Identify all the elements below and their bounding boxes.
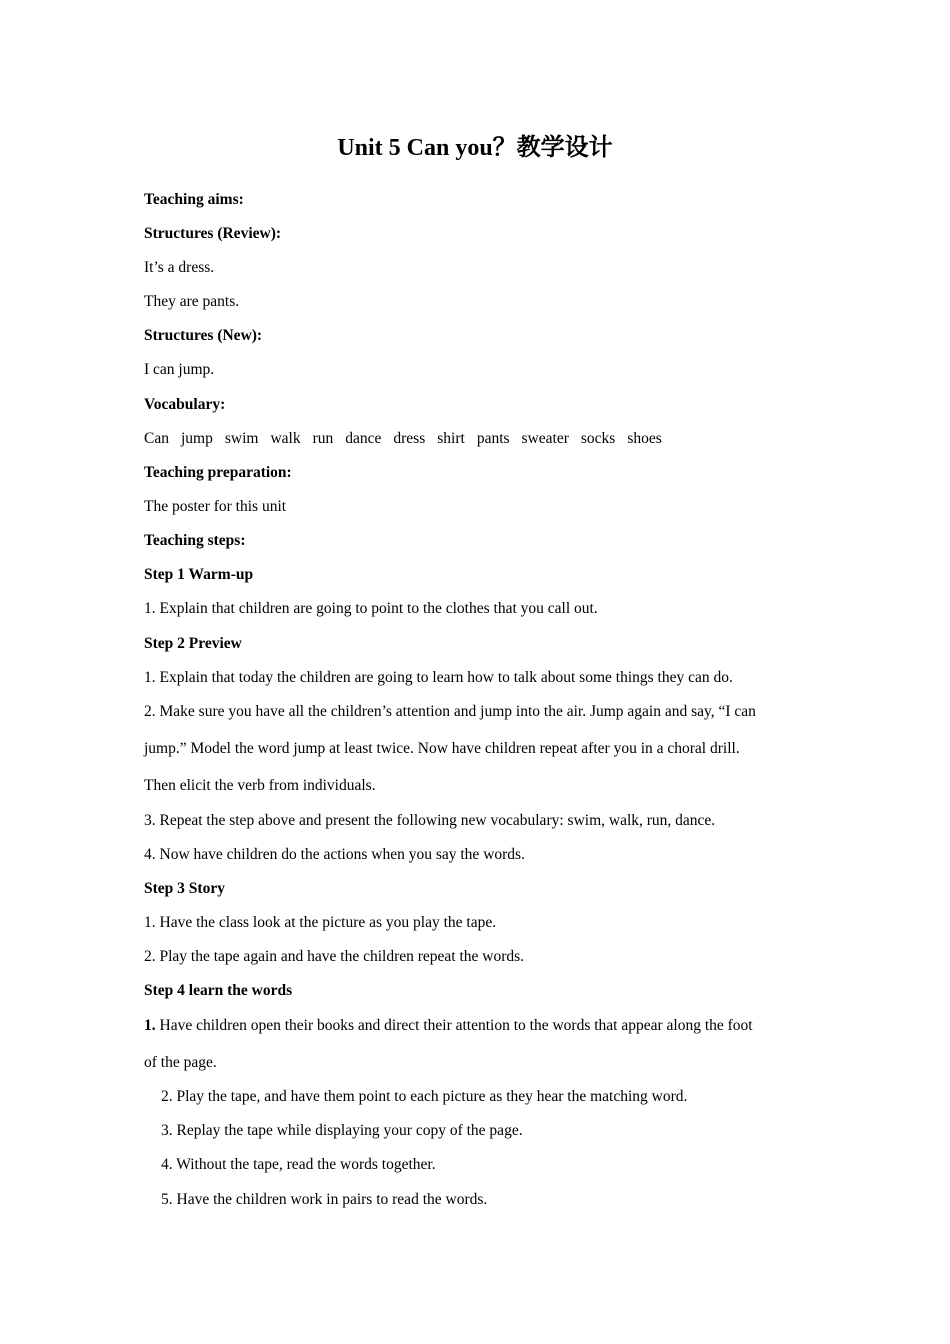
step3-item: 1. Have the class look at the picture as you play the tape. [144,914,497,931]
step3-item: 2. Play the tape again and have the children repeat the words. [144,948,525,965]
item-text: Have children open their books and direct their attention to the words that appear along the foot [155,1017,753,1034]
vocab-word: Can [144,430,169,447]
steps-heading: Teaching steps: [144,532,246,549]
teaching-aims-heading: Teaching aims: [144,191,244,208]
step4-item: 5. Have the children work in pairs to read the words. [161,1191,488,1208]
step2-item-continuation: Then elicit the verb from individuals. [144,777,376,794]
structures-new-heading: Structures (New): [144,327,263,344]
review-sentence: They are pants. [144,293,240,310]
structures-review-heading: Structures (Review): [144,225,282,242]
step1-item: 1. Explain that children are going to point to the clothes that you call out. [144,600,598,617]
vocabulary-heading: Vocabulary: [144,396,226,413]
new-sentence: I can jump. [144,361,215,378]
step2-item-continuation: jump.” Model the word jump at least twice. Now have children repeat after you in a choral drill. [144,740,740,757]
step4-item: 3. Replay the tape while displaying your copy of the page. [161,1122,523,1139]
vocab-word: shirt [437,430,465,447]
vocab-word: jump [180,430,213,447]
preparation-text: The poster for this unit [144,498,287,515]
vocab-word: dance [345,430,382,447]
vocab-word: swim [224,430,259,447]
step2-item: 3. Repeat the step above and present the following new vocabulary: swim, walk, run, dance. [144,812,716,829]
vocab-word: shoes [627,430,662,447]
review-sentence: It’s a dress. [144,259,215,276]
step4-heading: Step 4 learn the words [144,982,293,999]
preparation-heading: Teaching preparation: [144,464,292,481]
vocab-word: pants [476,430,510,447]
step2-item: 4. Now have children do the actions when you say the words. [144,846,525,863]
step2-heading: Step 2 Preview [144,635,242,652]
item-number: 1. [144,1017,156,1034]
step4-item: 2. Play the tape, and have them point to each picture as they hear the matching word. [161,1088,688,1105]
step4-item [144,1016,753,1036]
vocabulary-list [144,429,674,449]
step1-heading: Step 1 Warm-up [144,566,254,583]
vocab-word: dress [393,430,426,447]
step4-item-continuation: of the page. [144,1054,217,1071]
vocab-word: sweater [521,430,569,447]
page-title: Unit 5 Can you？教学设计 [337,135,613,161]
step4-item: 4. Without the tape, read the words together. [161,1156,436,1173]
vocab-word: socks [580,430,616,447]
step2-item: 1. Explain that today the children are going to learn how to talk about some things they can do. [144,669,733,686]
vocab-word: walk [270,430,301,447]
vocab-word: run [312,430,334,447]
step3-heading: Step 3 Story [144,880,225,897]
step2-item: 2. Make sure you have all the children’s attention and jump into the air. Jump again and say, “I can [144,703,756,720]
